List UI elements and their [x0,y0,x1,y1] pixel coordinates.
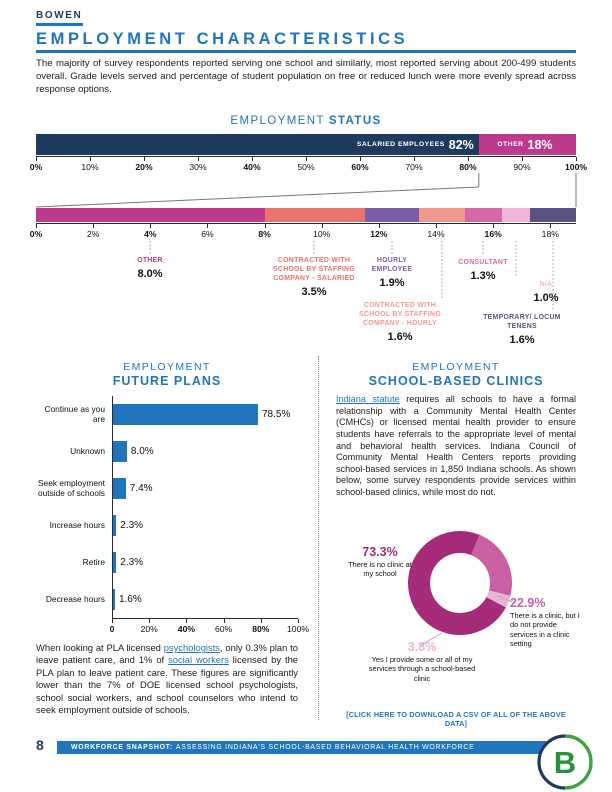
axis-tick [550,224,551,228]
licensure-note-paragraph [36,642,298,716]
axis-tick-label: 100% [565,162,587,172]
breakdown-label-consultant-name: CONSULTANT [458,259,508,266]
future-plans-bar [112,404,258,425]
segment-value: 18% [527,137,553,152]
bowen-logo-letter: B [553,745,577,780]
status-section-heading [0,111,612,129]
segment-label: SALARIED EMPLOYEES [356,141,445,148]
future-plans-bar-track [112,552,298,573]
axis-tick-label: 4% [144,229,157,239]
axis-tick-label: 30% [189,162,207,172]
future-plans-row [36,544,298,581]
axis-tick [360,157,361,161]
clinics-heading-light: EMPLOYMENT [412,361,500,373]
axis-tick [252,157,253,161]
axis-tick-label: 8% [258,229,271,239]
axis-tick-label: 20% [140,624,158,634]
future-plans-heading [36,361,298,388]
axis-tick-label: 0% [29,229,43,239]
axis-tick-label: 60% [351,162,369,172]
future-plans-bar [112,441,127,462]
future-plans-category-label: Retire [82,556,105,567]
breakdown-label-consultant [448,259,518,282]
axis-tick [379,224,380,228]
brand-underline [36,23,83,26]
axis-tick-label: 50% [297,162,315,172]
future-plans-category-label: Unknown [70,445,105,456]
axis-tick-label: 90% [513,162,531,172]
clinics-paragraph [336,394,576,499]
axis-tick-label: 14% [427,229,445,239]
bowen-logo [536,733,594,791]
breakdown-label-other-value: 8.0% [137,267,163,280]
stacked-bar-segment [365,208,419,222]
note-text-3: licensed by the PLA plan to leave patient care. These figures are significantly lower than the 7% of DOE licensed school psychologists, school social workers, and school counselors who intend to seek employment outside of schools. [36,654,298,716]
axis-tick-label: 60% [214,624,233,634]
future-plans-category-label: Increase hours [49,519,105,530]
axis-tick [112,619,113,623]
footer-bar [57,741,576,754]
axis-tick-label: 40% [243,162,261,172]
axis-tick [493,224,494,228]
axis-tick-label: 6% [201,229,214,239]
future-plans-bar-track [112,441,298,462]
axis-tick [298,619,299,623]
breakdown-label-temporary-name: TEMPORARY/ LOCUM TENENS [483,314,561,330]
future-plans-x-axis [109,618,309,635]
future-plans-value-label: 2.3% [120,520,144,531]
axis-tick [149,619,150,623]
future-plans-bar [112,478,126,499]
breakdown-label-hourly-value: 1.9% [379,276,405,289]
axis-tick [576,157,577,161]
future-plans-row [36,396,298,433]
breakdown-label-contracted-salaried-name: CONTRACTED WITH SCHOOL BY STAFFING COMPANY - SALARIED [273,257,355,282]
stacked-bar-segment [419,208,465,222]
future-plans-row [36,433,298,470]
page-title: EMPLOYMENT CHARACTERISTICS [36,30,409,48]
clinics-paragraph-text: requires all schools to have a formal relationship with a Community Mental Health Center (CMHCs) or licensed mental health provider to ensure students have referrals to the appropriate level of mental and behavioral health services. Indiana Council of Community Mental Health Centers reports providing school-based services in 1,850 Indiana schools. As shown below, some survey respondents provide services within school-based clinics, while most do not. [336,394,576,497]
future-plans-bar-track [112,515,298,536]
axis-tick [90,157,91,161]
donut-pct-provide-services: 3.8% [407,640,437,654]
future-plans-value-label: 7.4% [129,483,153,494]
axis-tick [150,224,151,228]
donut-pct-clinic-no-services: 22.9% [510,596,546,610]
axis-tick-label: 80% [252,624,270,634]
future-plans-heading-light: EMPLOYMENT [123,361,211,373]
page-number: 8 [36,737,44,753]
axis-tick-label: 70% [405,162,423,172]
future-plans-heading-bold: FUTURE PLANS [112,374,222,388]
segment-label: OTHER [497,141,524,148]
future-plans-row [36,470,298,507]
stacked-bar-segment [265,208,365,222]
footer-bar-bold: WORKFORCE SNAPSHOT: [71,744,173,751]
axis-tick [224,619,225,623]
axis-tick-label: 12% [370,229,388,239]
segment-value: 82% [448,137,474,152]
future-plans-chart [36,396,298,618]
future-plans-bar-track [112,478,298,499]
donut-caption-provide-services: Yes I provide some or all of my services through a school-based clinic [368,655,476,683]
axis-tick-label: 16% [484,229,502,239]
status-stacked-bar [36,134,576,155]
breakdown-label-other [110,257,190,280]
axis-tick [414,157,415,161]
breakdown-label-contracted-hourly-value: 1.6% [387,330,413,343]
breakdown-label-temporary [477,314,567,346]
column-divider [318,356,319,720]
breakdown-label-contracted-hourly-name: CONTRACTED WITH SCHOOL BY STAFFING COMPANY - HOURLY [359,302,441,327]
breakdown-label-contracted-salaried-value: 3.5% [301,285,327,298]
future-plans-bar-track [112,589,298,610]
breakdown-label-na [518,281,574,304]
future-plans-value-label: 78.5% [262,409,291,420]
future-plans-value-label: 1.6% [118,594,142,605]
axis-tick [207,224,208,228]
stacked-bar-segment [502,208,531,222]
axis-tick [198,157,199,161]
future-plans-value-label: 2.3% [120,557,144,568]
axis-tick [144,157,145,161]
axis-tick [522,157,523,161]
breakdown-label-temporary-value: 1.6% [509,333,535,346]
status-heading-bold: STATUS [328,115,382,127]
future-plans-row [36,581,298,618]
axis-tick-label: 2% [86,229,100,239]
clinics-heading [336,361,576,388]
donut-label-no-clinic [346,545,414,579]
axis-tick-label: 10% [313,229,331,239]
axis-tick-label: 20% [135,162,153,172]
donut-caption-clinic-no-services: There is a clinic, but I do not provide services in a clinic setting [510,611,580,649]
intro-paragraph: The majority of survey respondents reported serving one school and similarly, most reported serving about 200-499 students overall. Grade levels served and percentage of student population on free or reduced lunch were more evenly spread across response options. [36,58,576,95]
footer-bar-rest: ASSESSING INDIANA'S SCHOOL-BASED BEHAVIORAL HEALTH WORKFORCE [175,744,475,751]
axis-tick-label: 18% [541,229,559,239]
clinics-heading-bold: SCHOOL-BASED CLINICS [368,374,544,388]
future-plans-row [36,507,298,544]
breakdown-stacked-bar [36,208,576,222]
future-plans-category-label: Continue as you are [44,403,105,424]
future-plans-value-label: 8.0% [130,446,154,457]
csv-download-link[interactable]: [CLICK HERE TO DOWNLOAD A CSV OF ALL OF THE ABOVE DATA] [346,710,566,728]
axis-tick [93,224,94,228]
stacked-bar-segment [465,208,502,222]
donut-caption-no-clinic: There is no clinic at my school [348,560,412,579]
indiana-statute-link[interactable]: Indiana statute [336,394,400,404]
future-plans-category-label: Decrease hours [45,593,105,604]
axis-tick-label: 0% [29,162,43,172]
axis-tick [306,157,307,161]
axis-tick [36,224,37,228]
stacked-bar-segment [36,134,479,155]
status-heading-light: EMPLOYMENT [230,115,325,127]
breakdown-label-contracted-hourly [352,302,448,343]
axis-tick [265,224,266,228]
future-plans-y-axis-line [112,396,113,618]
breakdown-label-hourly-name: HOURLY EMPLOYEE [371,257,413,273]
axis-tick [36,157,37,161]
breakdown-label-na-name: N/A [539,281,553,288]
breakdown-label-na-value: 1.0% [533,291,559,304]
title-rule [36,50,576,53]
axis-tick [322,224,323,228]
future-plans-category-label: Seek employment outside of schools [37,477,105,498]
donut-pct-no-clinic: 73.3% [362,545,398,559]
social-workers-link[interactable]: social workers [168,654,229,666]
future-plans-bar-track [112,404,298,425]
axis-tick-label: 0 [109,624,115,634]
stacked-bar-segment [530,208,576,222]
axis-tick-label: 10% [81,162,99,172]
stacked-bar-segment [479,134,576,155]
donut-slice [471,535,512,596]
note-text-2: , only 0.3% plan to leave patient care, and 1% of [36,642,298,666]
note-text-1: When looking at PLA licensed [36,642,164,653]
breakdown-label-hourly [357,257,427,289]
donut-label-provide-services [360,640,484,683]
breakdown-label-other-name: OTHER [137,257,163,264]
axis-tick [261,619,262,623]
psychologists-link[interactable]: psychologists [163,642,220,653]
brand-wordmark: BOWEN [36,10,83,21]
zoom-bracket-lines [36,173,576,207]
status-axis [29,156,587,173]
donut-label-clinic-no-services [510,596,580,649]
axis-tick [186,619,187,623]
axis-tick-label: 100% [287,624,309,634]
axis-tick-label: 40% [177,624,195,634]
axis-tick [468,157,469,161]
axis-tick [436,224,437,228]
axis-tick-label: 80% [459,162,477,172]
breakdown-label-contracted-salaried [267,257,361,298]
breakdown-label-consultant-value: 1.3% [470,269,496,282]
breakdown-axis [29,223,576,240]
stacked-bar-segment [36,208,265,222]
